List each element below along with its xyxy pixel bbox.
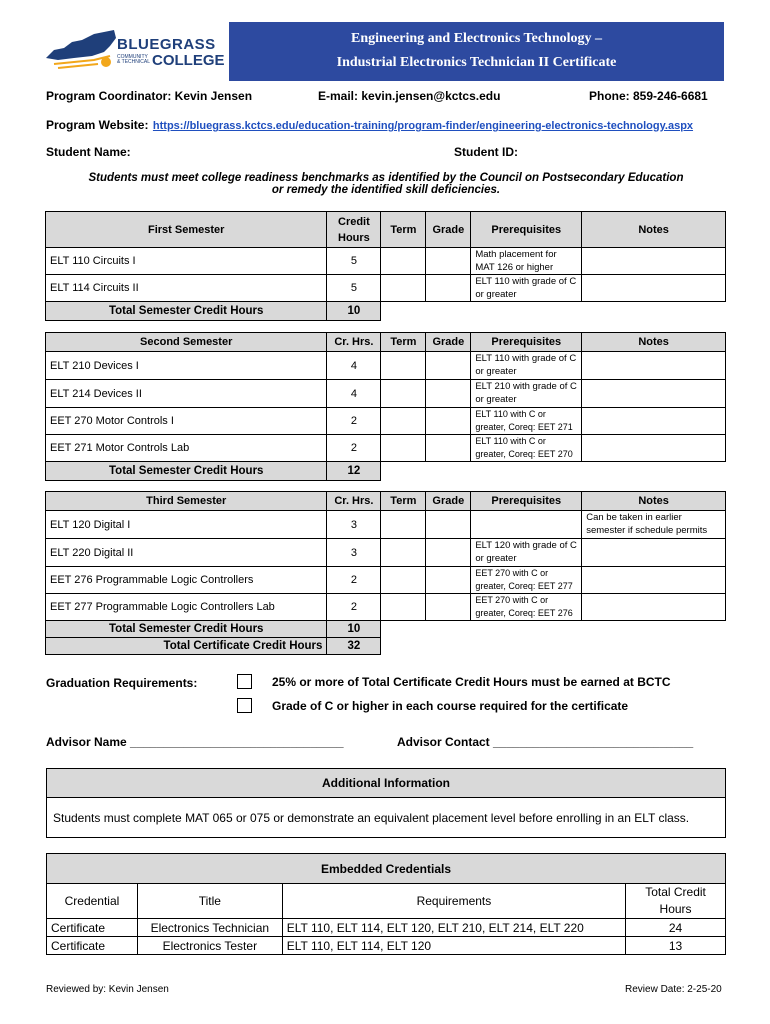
course-name: EET 277 Programmable Logic Controllers Lab bbox=[46, 594, 327, 621]
prereq-header: Prerequisites bbox=[471, 492, 582, 511]
course-hours: 5 bbox=[327, 248, 381, 275]
course-notes bbox=[582, 594, 726, 621]
course-name: ELT 120 Digital I bbox=[46, 511, 327, 539]
sem1-total: 10 bbox=[327, 302, 381, 321]
credential-hours: 24 bbox=[626, 919, 726, 937]
sem3-total-label: Total Semester Credit Hours bbox=[46, 621, 327, 638]
logo-community: COMMUNITY & TECHNICAL bbox=[117, 54, 150, 65]
prereq-header: Prerequisites bbox=[471, 212, 582, 248]
table-row bbox=[46, 567, 726, 594]
table-row bbox=[46, 352, 726, 380]
third-semester-table bbox=[45, 491, 726, 655]
credit-hdr-line1: Credit bbox=[338, 215, 370, 228]
term-cell[interactable] bbox=[381, 352, 426, 380]
table-row bbox=[46, 408, 726, 435]
first-semester-table bbox=[45, 211, 726, 321]
course-name: ELT 214 Devices II bbox=[46, 380, 327, 408]
course-hours: 5 bbox=[327, 275, 381, 302]
graduation-label: Graduation Requirements: bbox=[46, 676, 198, 690]
term-cell[interactable] bbox=[381, 275, 426, 302]
embedded-credentials-table bbox=[46, 853, 726, 955]
sem2-total-label: Total Semester Credit Hours bbox=[46, 462, 327, 481]
title-line2: Industrial Electronics Technician II Certificate bbox=[336, 55, 617, 70]
course-name: EET 270 Motor Controls I bbox=[46, 408, 327, 435]
course-prereq: ELT 210 with grade of C or greater bbox=[471, 380, 582, 408]
col-total-hours bbox=[626, 884, 726, 919]
sem1-total-label: Total Semester Credit Hours bbox=[46, 302, 327, 321]
course-prereq: ELT 110 with C or greater, Coreq: EET 271 bbox=[471, 408, 582, 435]
grade-cell[interactable] bbox=[426, 275, 471, 302]
table-row bbox=[47, 937, 726, 955]
term-cell[interactable] bbox=[381, 594, 426, 621]
term-header: Term bbox=[381, 492, 426, 511]
req1-checkbox[interactable] bbox=[237, 674, 252, 689]
course-hours: 2 bbox=[327, 567, 381, 594]
col-credential: Credential bbox=[47, 884, 138, 919]
term-cell[interactable] bbox=[381, 435, 426, 462]
additional-info-text: Students must complete MAT 065 or 075 or demonstrate an equivalent placement level before enrolling in an ELT class. bbox=[47, 798, 726, 838]
reviewed-by: Reviewed by: Kevin Jensen bbox=[46, 984, 169, 995]
readiness-line1: Students must meet college readiness benchmarks as identified by the Council on Postsecondary Education bbox=[88, 172, 684, 184]
course-notes: Can be taken in earlier semester if schedule permits bbox=[582, 511, 726, 539]
credential-type: Certificate bbox=[47, 937, 138, 955]
course-hours: 3 bbox=[327, 539, 381, 567]
col-requirements: Requirements bbox=[282, 884, 625, 919]
req2-checkbox[interactable] bbox=[237, 698, 252, 713]
notes-cell bbox=[582, 275, 726, 302]
course-prereq: EET 270 with C or greater, Coreq: EET 276 bbox=[471, 594, 582, 621]
page-title bbox=[229, 22, 724, 81]
course-name: ELT 110 Circuits I bbox=[46, 248, 327, 275]
grade-cell[interactable] bbox=[426, 352, 471, 380]
course-hours: 2 bbox=[327, 408, 381, 435]
term-header: Term bbox=[381, 333, 426, 352]
additional-info-table bbox=[46, 768, 726, 838]
title-line1: Engineering and Electronics Technology – bbox=[351, 31, 602, 46]
course-hours: 2 bbox=[327, 435, 381, 462]
course-name: ELT 210 Devices I bbox=[46, 352, 327, 380]
prereq-header: Prerequisites bbox=[471, 333, 582, 352]
course-prereq: ELT 110 with grade of C or greater bbox=[471, 275, 582, 302]
notes-cell bbox=[582, 408, 726, 435]
req1-text: 25% or more of Total Certificate Credit Hours must be earned at BCTC bbox=[272, 675, 671, 689]
coordinator-email: E-mail: kevin.jensen@kctcs.edu bbox=[318, 89, 501, 103]
sem1-header: First Semester bbox=[46, 212, 327, 248]
credential-type: Certificate bbox=[47, 919, 138, 937]
course-hours: 3 bbox=[327, 511, 381, 539]
col-total-line2: Hours bbox=[659, 902, 692, 916]
course-prereq: ELT 110 with C or greater, Coreq: EET 270 bbox=[471, 435, 582, 462]
review-date: Review Date: 2-25-20 bbox=[625, 984, 722, 995]
course-hours: 2 bbox=[327, 594, 381, 621]
term-cell[interactable] bbox=[381, 539, 426, 567]
grade-cell[interactable] bbox=[426, 567, 471, 594]
grade-cell[interactable] bbox=[426, 594, 471, 621]
col-title: Title bbox=[137, 884, 282, 919]
notes-header: Notes bbox=[582, 212, 726, 248]
notes-cell bbox=[582, 248, 726, 275]
advisor-name: Advisor Name ________________________________ bbox=[46, 735, 344, 749]
cert-total: 32 bbox=[327, 638, 381, 655]
grade-cell[interactable] bbox=[426, 380, 471, 408]
grade-header: Grade bbox=[426, 492, 471, 511]
col-total-line1: Total Credit bbox=[645, 885, 706, 899]
grade-header: Grade bbox=[426, 333, 471, 352]
term-cell[interactable] bbox=[381, 408, 426, 435]
grade-cell[interactable] bbox=[426, 435, 471, 462]
term-header: Term bbox=[381, 212, 426, 248]
course-hours: 4 bbox=[327, 352, 381, 380]
sem3-total: 10 bbox=[327, 621, 381, 638]
course-prereq: Math placement for MAT 126 or higher bbox=[471, 248, 582, 275]
sem2-total: 12 bbox=[327, 462, 381, 481]
crhrs-header: Cr. Hrs. bbox=[327, 333, 381, 352]
notes-cell bbox=[582, 352, 726, 380]
table-row bbox=[46, 594, 726, 621]
course-notes bbox=[582, 567, 726, 594]
student-name-label: Student Name: bbox=[46, 145, 131, 159]
sem2-header: Second Semester bbox=[46, 333, 327, 352]
notes-header: Notes bbox=[582, 333, 726, 352]
second-semester-table bbox=[45, 332, 726, 481]
term-cell[interactable] bbox=[381, 567, 426, 594]
table-row bbox=[46, 275, 726, 302]
course-prereq: ELT 110 with grade of C or greater bbox=[471, 352, 582, 380]
table-row bbox=[46, 435, 726, 462]
kentucky-map-icon bbox=[44, 28, 119, 70]
term-cell[interactable] bbox=[381, 248, 426, 275]
term-cell[interactable] bbox=[381, 380, 426, 408]
table-row bbox=[46, 380, 726, 408]
advisor-contact: Advisor Contact ______________________________ bbox=[397, 735, 694, 749]
course-name: ELT 220 Digital II bbox=[46, 539, 327, 567]
notes-cell bbox=[582, 380, 726, 408]
readiness-note bbox=[46, 172, 726, 196]
course-hours: 4 bbox=[327, 380, 381, 408]
grade-header: Grade bbox=[426, 212, 471, 248]
credential-hours: 13 bbox=[626, 937, 726, 955]
embedded-title: Embedded Credentials bbox=[47, 854, 726, 884]
crhrs-header: Cr. Hrs. bbox=[327, 492, 381, 511]
table-row bbox=[46, 511, 726, 539]
additional-info-title: Additional Information bbox=[47, 769, 726, 798]
coordinator-phone: Phone: 859-246-6681 bbox=[589, 89, 708, 103]
course-prereq bbox=[471, 511, 582, 539]
grade-cell[interactable] bbox=[426, 408, 471, 435]
table-row bbox=[47, 919, 726, 937]
credential-requirements: ELT 110, ELT 114, ELT 120 bbox=[282, 937, 625, 955]
grade-cell[interactable] bbox=[426, 248, 471, 275]
course-name: ELT 114 Circuits II bbox=[46, 275, 327, 302]
notes-header: Notes bbox=[582, 492, 726, 511]
readiness-line2: or remedy the identified skill deficiencies. bbox=[271, 184, 501, 196]
sem3-header: Third Semester bbox=[46, 492, 327, 511]
credit-hdr-line2: Hours bbox=[338, 231, 370, 244]
grade-cell[interactable] bbox=[426, 539, 471, 567]
grade-cell[interactable] bbox=[426, 511, 471, 539]
credential-requirements: ELT 110, ELT 114, ELT 120, ELT 210, ELT 214, ELT 220 bbox=[282, 919, 625, 937]
course-prereq: EET 270 with C or greater, Coreq: EET 277 bbox=[471, 567, 582, 594]
req2-text: Grade of C or higher in each course required for the certificate bbox=[272, 699, 629, 713]
college-logo bbox=[44, 28, 225, 76]
website-label: Program Website: bbox=[46, 118, 149, 132]
course-name: EET 276 Programmable Logic Controllers bbox=[46, 567, 327, 594]
website-link[interactable]: https://bluegrass.kctcs.edu/education-training/program-finder/engineering-electronics-technology.aspx bbox=[152, 120, 694, 132]
credit-hours-header bbox=[327, 212, 381, 248]
credential-title: Electronics Tester bbox=[137, 937, 282, 955]
course-prereq: ELT 120 with grade of C or greater bbox=[471, 539, 582, 567]
term-cell[interactable] bbox=[381, 511, 426, 539]
cert-total-label: Total Certificate Credit Hours bbox=[46, 638, 327, 655]
notes-cell bbox=[582, 435, 726, 462]
program-website bbox=[46, 116, 693, 134]
logo-bluegrass: BLUEGRASS bbox=[117, 36, 216, 53]
student-id-label: Student ID: bbox=[454, 145, 518, 159]
course-name: EET 271 Motor Controls Lab bbox=[46, 435, 327, 462]
table-row bbox=[46, 539, 726, 567]
course-notes bbox=[582, 539, 726, 567]
table-row bbox=[46, 248, 726, 275]
logo-college: COLLEGE bbox=[152, 52, 225, 69]
program-coordinator: Program Coordinator: Kevin Jensen bbox=[46, 89, 253, 103]
credential-title: Electronics Technician bbox=[137, 919, 282, 937]
